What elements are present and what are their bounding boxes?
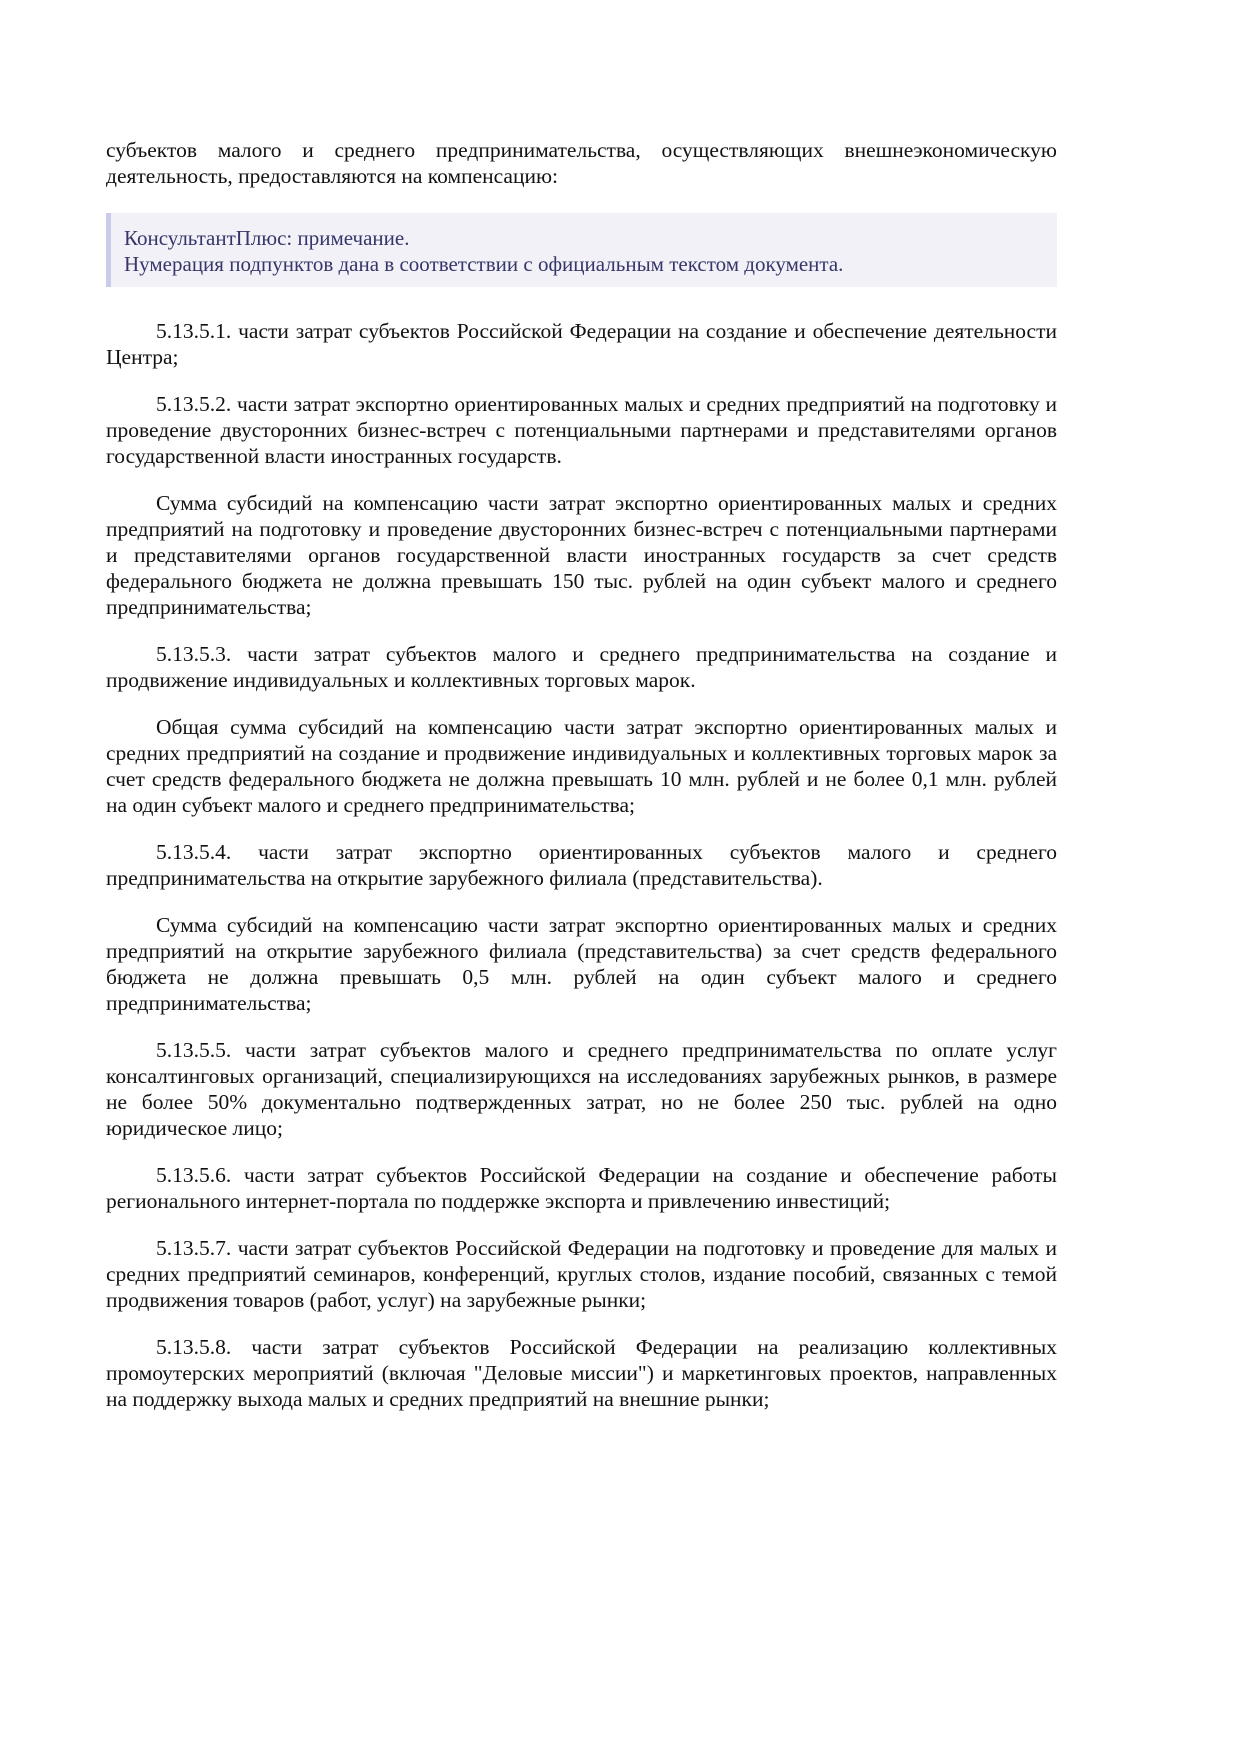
document-page [106,137,1057,1433]
paragraph-5-13-5-7: 5.13.5.7. части затрат субъектов Российской Федерации на подготовку и проведение для малых и средних предприятий семинаров, конференций, круглых столов, издание пособий, связанных с темой продвижения товаров (работ, услуг) на зарубежные рынки; [106,1236,1057,1312]
paragraph-5-13-5-2: 5.13.5.2. части затрат экспортно ориентированных малых и средних предприятий на подготовку и проведение двусторонних бизнес-встреч с потенциальными партнерами и представителями органов государственной власти иностранных государств. [106,392,1057,468]
paragraph-5-13-5-4: 5.13.5.4. части затрат экспортно ориентированных субъектов малого и среднего предпринимательства на открытие зарубежного филиала (представительства). [106,840,1057,890]
note-title: КонсультантПлюс: примечание. [124,226,410,250]
paragraph-subsidy-business-meetings: Сумма субсидий на компенсацию части затрат экспортно ориентированных малых и средних предприятий на подготовку и проведение двусторонних бизнес-встреч с потенциальными партнерами и представителями органов государственной власти иностранных государств за счет средств федерального бюджета не должна превышать 150 тыс. рублей на один субъект малого и среднего предпринимательства; [106,491,1057,619]
note-text: Нумерация подпунктов дана в соответствии с официальным текстом документа. [124,252,844,276]
consultant-note [106,213,1057,287]
paragraph-5-13-5-3: 5.13.5.3. части затрат субъектов малого и среднего предпринимательства на создание и продвижение индивидуальных и коллективных торговых марок. [106,642,1057,692]
paragraph-subsidy-foreign-branch: Сумма субсидий на компенсацию части затрат экспортно ориентированных малых и средних предприятий на открытие зарубежного филиала (представительства) за счет средств федерального бюджета не должна превышать 0,5 млн. рублей на один субъект малого и среднего предпринимательства; [106,913,1057,1015]
paragraph-5-13-5-8: 5.13.5.8. части затрат субъектов Российской Федерации на реализацию коллективных промоутерских мероприятий (включая "Деловые миссии") и маркетинговых проектов, направленных на поддержку выхода малых и средних предприятий на внешние рынки; [106,1335,1057,1411]
paragraph-5-13-5-5: 5.13.5.5. части затрат субъектов малого и среднего предпринимательства по оплате услуг консалтинговых организаций, специализирующихся на исследованиях зарубежных рынков, в размере не более 50% документально подтвержденных затрат, но не более 250 тыс. рублей на одно юридическое лицо; [106,1038,1057,1140]
paragraph-subsidy-trademarks: Общая сумма субсидий на компенсацию части затрат экспортно ориентированных малых и средних предприятий на создание и продвижение индивидуальных и коллективных торговых марок за счет средств федерального бюджета не должна превышать 10 млн. рублей и не более 0,1 млн. рублей на один субъект малого и среднего предпринимательства; [106,715,1057,817]
intro-paragraph: субъектов малого и среднего предпринимательства, осуществляющих внешнеэкономическую деятельность, предоставляются на компенсацию: [106,138,1057,188]
paragraph-5-13-5-6: 5.13.5.6. части затрат субъектов Российской Федерации на создание и обеспечение работы регионального интернет-портала по поддержке экспорта и привлечению инвестиций; [106,1163,1057,1213]
paragraph-5-13-5-1: 5.13.5.1. части затрат субъектов Российской Федерации на создание и обеспечение деятельности Центра; [106,319,1057,369]
